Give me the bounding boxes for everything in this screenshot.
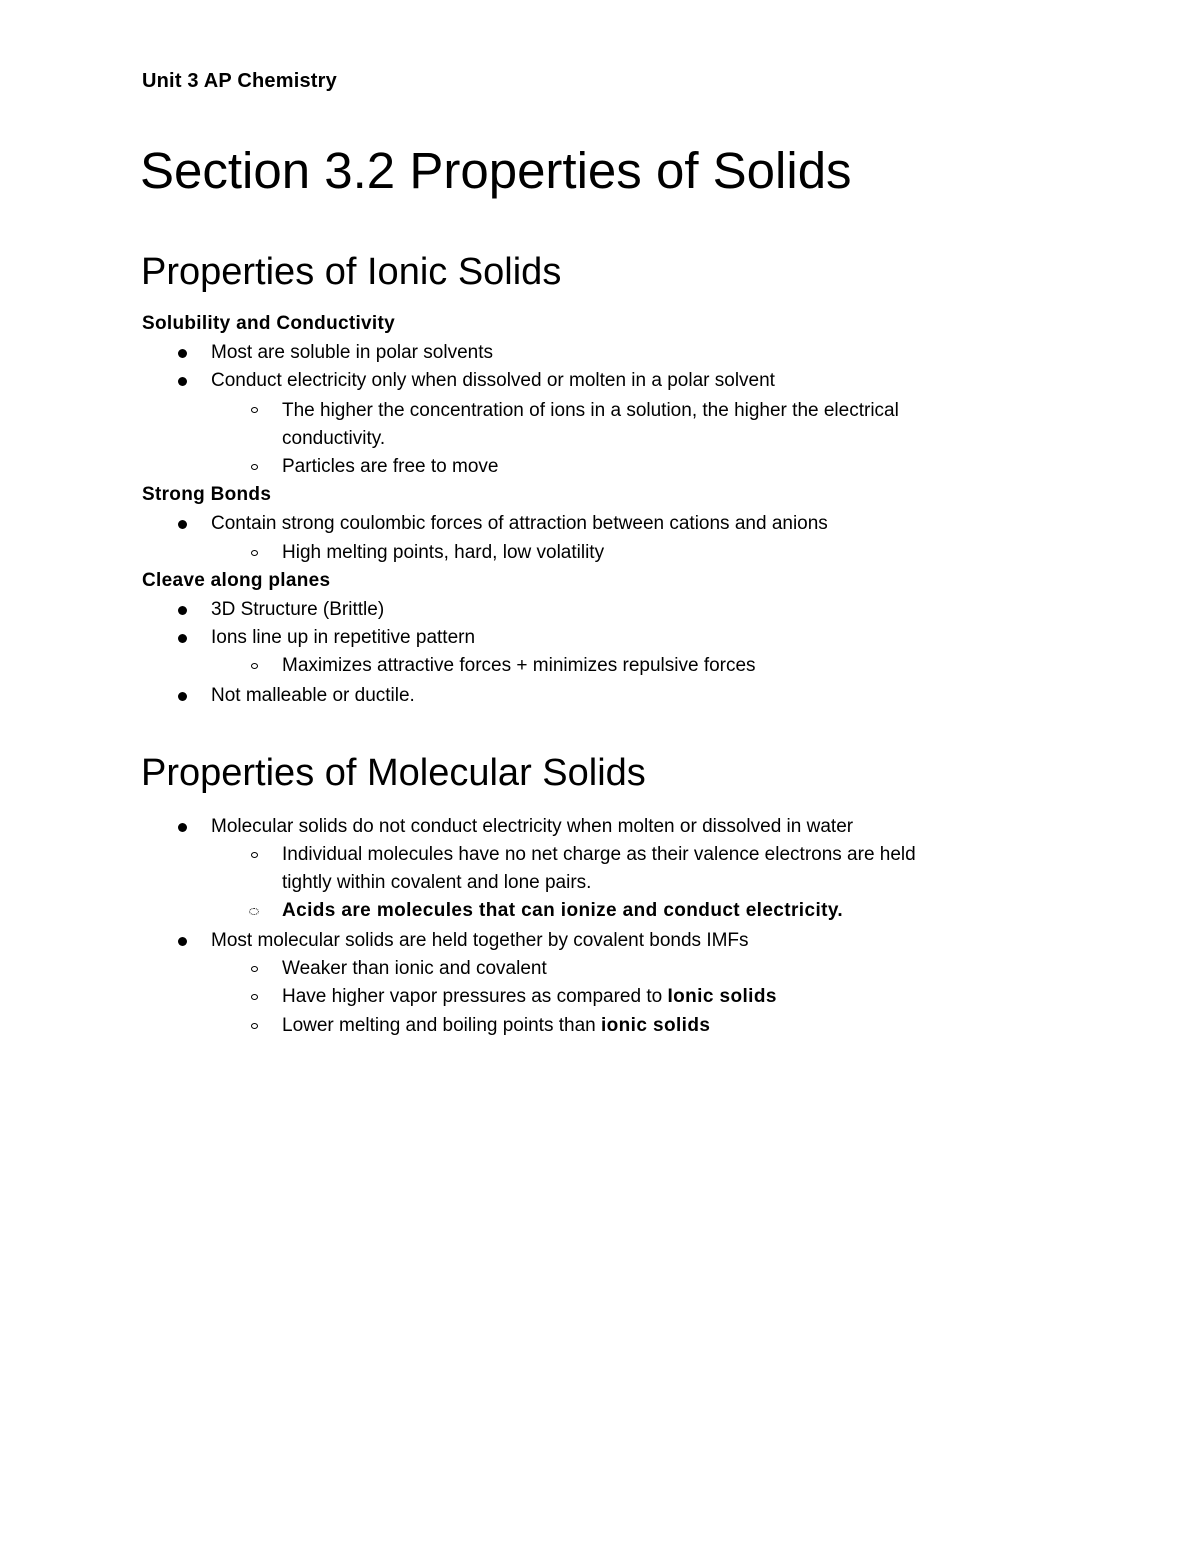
bold-text: Acids are molecules that can ionize and conduct electricity. [282,900,844,921]
dotted-bullet-icon [249,908,259,915]
page-title: Section 3.2 Properties of Solids [140,142,852,199]
bullet-icon [178,634,187,643]
list-item-continuation: conductivity. [282,428,386,449]
list-item-text: Have higher vapor pressures as compared to [282,986,668,1007]
list-item: Contain strong coulombic forces of attraction between cations and anions [211,513,828,534]
list-item: Maximizes attractive forces + minimizes repulsive forces [282,655,756,676]
hollow-bullet-icon [251,550,258,556]
hollow-bullet-icon [251,407,258,413]
molecular-solids-heading: Properties of Molecular Solids [141,752,646,794]
hollow-bullet-icon [251,1023,258,1029]
list-item-text: Lower melting and boiling points than [282,1015,601,1036]
page-header: Unit 3 AP Chemistry [142,70,337,92]
list-item: Individual molecules have no net charge as their valence electrons are held [282,844,916,865]
solubility-subheading: Solubility and Conductivity [142,313,395,334]
strong-bonds-subheading: Strong Bonds [142,484,272,505]
list-item-continuation: tightly within covalent and lone pairs. [282,872,592,893]
bullet-icon [178,377,187,386]
bullet-icon [178,937,187,946]
list-item: Conduct electricity only when dissolved or molten in a polar solvent [211,370,775,391]
hollow-bullet-icon [251,966,258,972]
list-item [282,1012,710,1040]
bold-text: ionic solids [600,1015,711,1036]
hollow-bullet-icon [251,464,258,470]
list-item: 3D Structure (Brittle) [211,599,385,620]
hollow-bullet-icon [251,852,258,858]
bold-text: Ionic solids [667,986,777,1007]
bullet-icon [178,606,187,615]
list-item: Ions line up in repetitive pattern [211,627,476,648]
ionic-solids-heading: Properties of Ionic Solids [141,251,562,293]
list-item: High melting points, hard, low volatility [282,542,605,563]
bullet-icon [178,520,187,529]
list-item: The higher the concentration of ions in a solution, the higher the electrical [282,400,899,421]
list-item: Most are soluble in polar solvents [211,342,493,363]
list-item [282,897,843,925]
list-item: Molecular solids do not conduct electricity when molten or dissolved in water [211,816,854,837]
list-item: Weaker than ionic and covalent [282,958,547,979]
cleave-subheading: Cleave along planes [142,570,331,591]
bullet-icon [178,349,187,358]
hollow-bullet-icon [251,994,258,1000]
bullet-icon [178,692,187,701]
hollow-bullet-icon [251,663,258,669]
list-item: Most molecular solids are held together by covalent bonds IMFs [211,930,749,951]
list-item: Not malleable or ductile. [211,685,415,706]
list-item [282,983,777,1011]
list-item: Particles are free to move [282,456,499,477]
bullet-icon [178,823,187,832]
